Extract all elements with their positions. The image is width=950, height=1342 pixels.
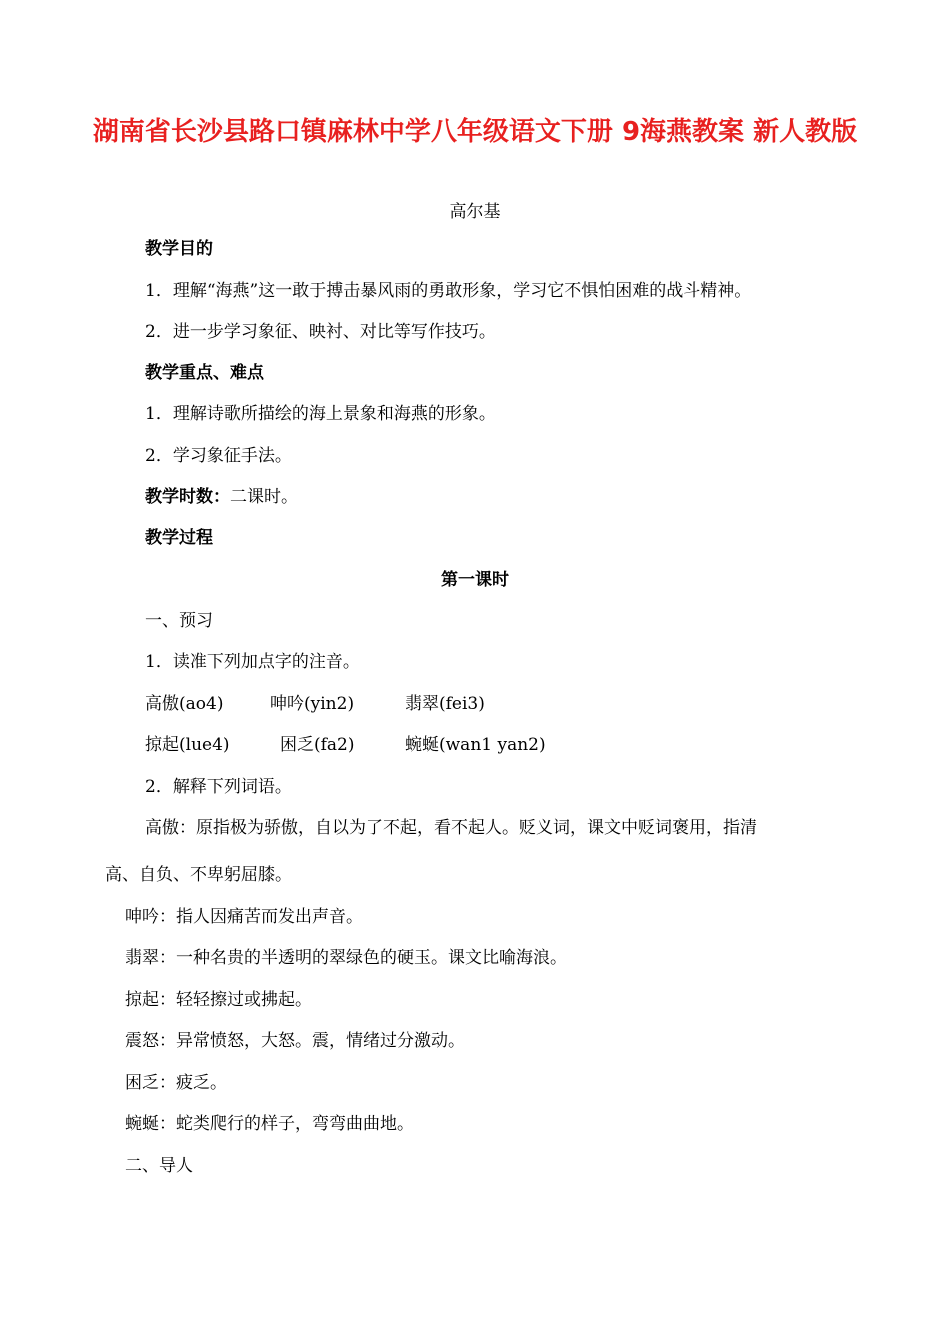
hours-line bbox=[145, 485, 298, 509]
key-2: 2．学习象征手法。 bbox=[145, 446, 292, 466]
definition-line: 困乏：疲乏。 bbox=[125, 1073, 227, 1093]
hours-label: 教学时数： bbox=[145, 487, 230, 507]
goal-2: 2．进一步学习象征、映衬、对比等写作技巧。 bbox=[145, 322, 496, 342]
task-1: 1．读准下列加点字的注音。 bbox=[145, 652, 360, 672]
pinyin-item: 呻吟(yin2) bbox=[270, 694, 355, 714]
key-heading: 教学重点、难点 bbox=[145, 363, 264, 383]
definition-line: 震怒：异常愤怒，大怒。震，情绪过分激动。 bbox=[125, 1031, 465, 1051]
process-heading: 教学过程 bbox=[145, 528, 213, 548]
hours-value: 二课时。 bbox=[230, 487, 298, 507]
pinyin-item: 高傲(ao4) bbox=[145, 694, 224, 714]
key-1: 1．理解诗歌所描绘的海上景象和海燕的形象。 bbox=[145, 404, 496, 424]
task-2: 2．解释下列词语。 bbox=[145, 777, 292, 797]
pinyin-item: 掠起(lue4) bbox=[145, 735, 230, 755]
definition-line: 翡翠：一种名贵的半透明的翠绿色的硬玉。课文比喻海浪。 bbox=[125, 948, 567, 968]
definition-line: 高、自负、不卑躬屈膝。 bbox=[105, 865, 292, 885]
definition-line: 蜿蜒：蛇类爬行的样子，弯弯曲曲地。 bbox=[125, 1114, 414, 1134]
pinyin-item: 翡翠(fei3) bbox=[405, 694, 485, 714]
definition-line: 呻吟：指人因痛苦而发出声音。 bbox=[125, 907, 363, 927]
lesson-heading: 第一课时 bbox=[441, 570, 509, 590]
goal-1: 1．理解“海燕”这一敢于搏击暴风雨的勇敢形象，学习它不惧怕困难的战斗精神。 bbox=[145, 281, 752, 301]
definition-line: 掠起：轻轻擦过或拂起。 bbox=[125, 990, 312, 1010]
pinyin-item: 蜿蜒(wan1 yan2) bbox=[405, 735, 546, 755]
goals-heading: 教学目的 bbox=[145, 239, 213, 259]
intro-heading: 二、导人 bbox=[125, 1156, 193, 1176]
author-name: 高尔基 bbox=[449, 202, 501, 222]
pinyin-item: 困乏(fa2) bbox=[280, 735, 355, 755]
definition-line: 高傲：原指极为骄傲，自以为了不起，看不起人。贬义词，课文中贬词褒用，指清 bbox=[145, 818, 757, 838]
document-title: 湖南省长沙县路口镇麻林中学八年级语文下册 9海燕教案 新人教版 bbox=[92, 117, 858, 147]
preview-heading: 一、预习 bbox=[145, 611, 213, 631]
